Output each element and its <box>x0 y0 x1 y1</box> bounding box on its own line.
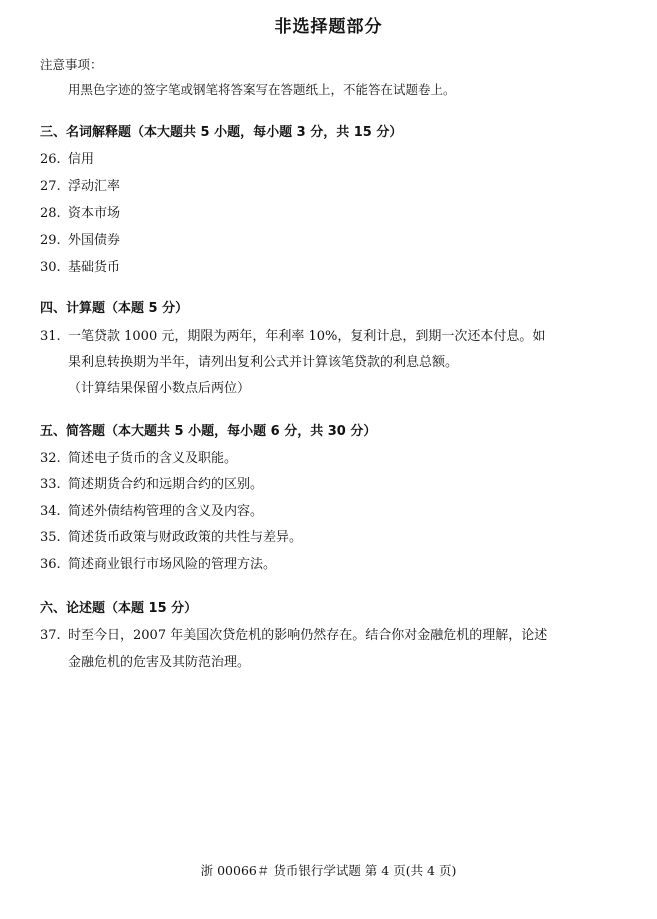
question-number: 30. <box>40 260 61 275</box>
question-item <box>40 526 302 545</box>
question-number: 32. <box>40 451 61 466</box>
question-number: 35. <box>40 530 61 545</box>
question-item <box>40 473 263 492</box>
question-number: 34. <box>40 504 61 519</box>
question-item <box>40 500 263 519</box>
question-note: （计算结果保留小数点后两位） <box>68 381 251 396</box>
section-heading-6: 六、论述题（本题 15 分） <box>40 601 198 616</box>
question-item <box>40 229 120 248</box>
question-number: 28. <box>40 206 61 221</box>
question-text: 资本市场 <box>68 206 121 221</box>
notice-body: 用黑色字迹的签字笔或钢笔将答案写在答题纸上，不能答在试题卷上。 <box>68 82 456 97</box>
question-text: 浮动汇率 <box>68 179 121 194</box>
question-text: 简述货币政策与财政政策的共性与差异。 <box>68 530 303 545</box>
question-text: 外国债券 <box>68 233 121 248</box>
question-item <box>40 447 237 466</box>
question-number: 29. <box>40 233 61 248</box>
question-text-continued: 金融危机的危害及其防范治理。 <box>68 655 251 670</box>
question-item <box>40 175 120 194</box>
question-item <box>40 624 547 643</box>
question-number: 31. <box>40 329 61 344</box>
question-number: 36. <box>40 557 61 572</box>
question-number: 33. <box>40 477 61 492</box>
question-text: 时至今日，2007 年美国次贷危机的影响仍然存在。结合你对金融危机的理解，论述 <box>68 628 548 643</box>
page-footer: 浙 00066＃ 货币银行学试题 第 4 页(共 4 页) <box>200 863 457 878</box>
question-item <box>40 202 120 221</box>
section-heading-4: 四、计算题（本题 5 分） <box>40 301 189 316</box>
question-number: 37. <box>40 628 61 643</box>
question-text: 信用 <box>68 152 95 167</box>
question-text-continued: 果利息转换期为半年，请列出复利公式并计算该笔贷款的利息总额。 <box>68 355 459 370</box>
question-text: 简述外债结构管理的含义及内容。 <box>68 504 264 519</box>
question-text: 一笔贷款 1000 元，期限为两年，年利率 10%，复利计息，到期一次还本付息。如 <box>68 329 546 344</box>
notice-heading: 注意事项： <box>40 57 103 72</box>
question-item <box>40 256 120 275</box>
question-text: 简述期货合约和远期合约的区别。 <box>68 477 264 492</box>
section-heading-3: 三、名词解释题（本大题共 5 小题，每小题 3 分，共 15 分） <box>40 125 403 140</box>
question-number: 26. <box>40 152 61 167</box>
question-text: 简述商业银行市场风险的管理方法。 <box>68 557 277 572</box>
section-heading-5: 五、简答题（本大题共 5 小题，每小题 6 分，共 30 分） <box>40 424 377 439</box>
page-title: 非选择题部分 <box>274 17 383 37</box>
question-number: 27. <box>40 179 61 194</box>
question-item <box>40 148 94 167</box>
question-text: 基础货币 <box>68 260 121 275</box>
question-item <box>40 553 276 572</box>
question-text: 简述电子货币的含义及职能。 <box>68 451 238 466</box>
question-item <box>40 325 545 344</box>
